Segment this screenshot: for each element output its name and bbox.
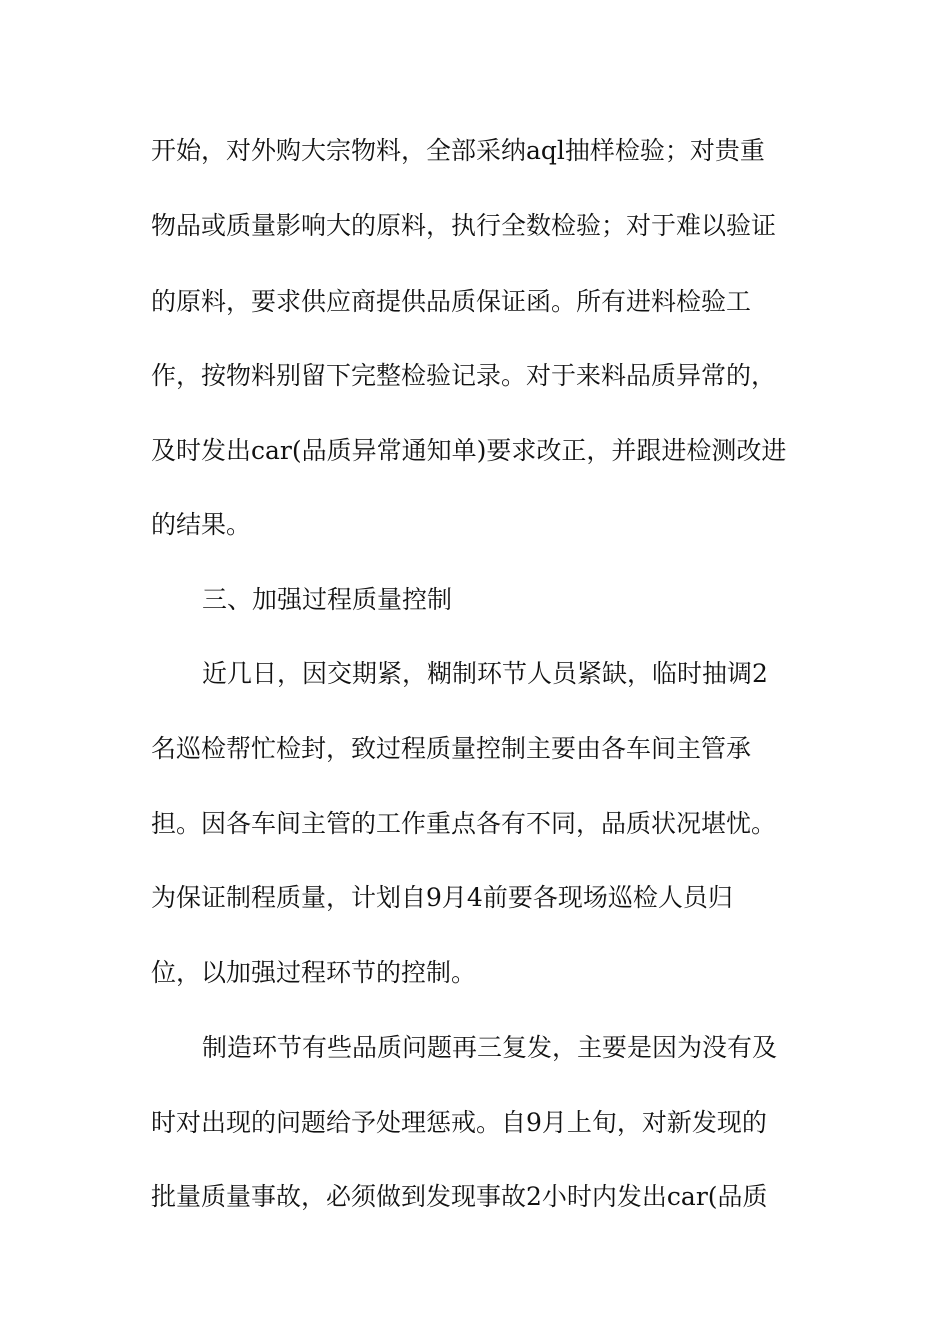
text-line: 开始，对外购大宗物料，全部采纳aql抽样检验；对贵重	[151, 136, 765, 165]
paragraph-first-line: 近几日，因交期紧，糊制环节人员紧缺，临时抽调2	[202, 659, 768, 688]
text-line: 时对出现的问题给予处理惩戒。自9月上旬，对新发现的	[151, 1108, 767, 1137]
text-line: 名巡检帮忙检封，致过程质量控制主要由各车间主管承	[151, 734, 752, 763]
text-line: 物品或质量影响大的原料，执行全数检验；对于难以验证	[151, 211, 777, 240]
text-line: 批量质量事故，必须做到发现事故2小时内发出car(品质	[151, 1182, 768, 1211]
section-heading: 三、加强过程质量控制	[202, 585, 453, 614]
text-line: 及时发出car(品质异常通知单)要求改正，并跟进检测改进	[151, 436, 787, 465]
text-line: 作，按物料别留下完整检验记录。对于来料品质异常的，	[151, 361, 777, 390]
text-line: 位，以加强过程环节的控制。	[151, 958, 477, 987]
text-line: 担。因各车间主管的工作重点各有不同，品质状况堪忧。	[151, 809, 777, 838]
text-line: 为保证制程质量，计划自9月4前要各现场巡检人员归	[151, 883, 733, 912]
text-line: 的结果。	[151, 510, 252, 539]
paragraph-first-line: 制造环节有些品质问题再三复发，主要是因为没有及	[202, 1033, 778, 1062]
text-line: 的原料，要求供应商提供品质保证函。所有进料检验工	[151, 287, 752, 316]
